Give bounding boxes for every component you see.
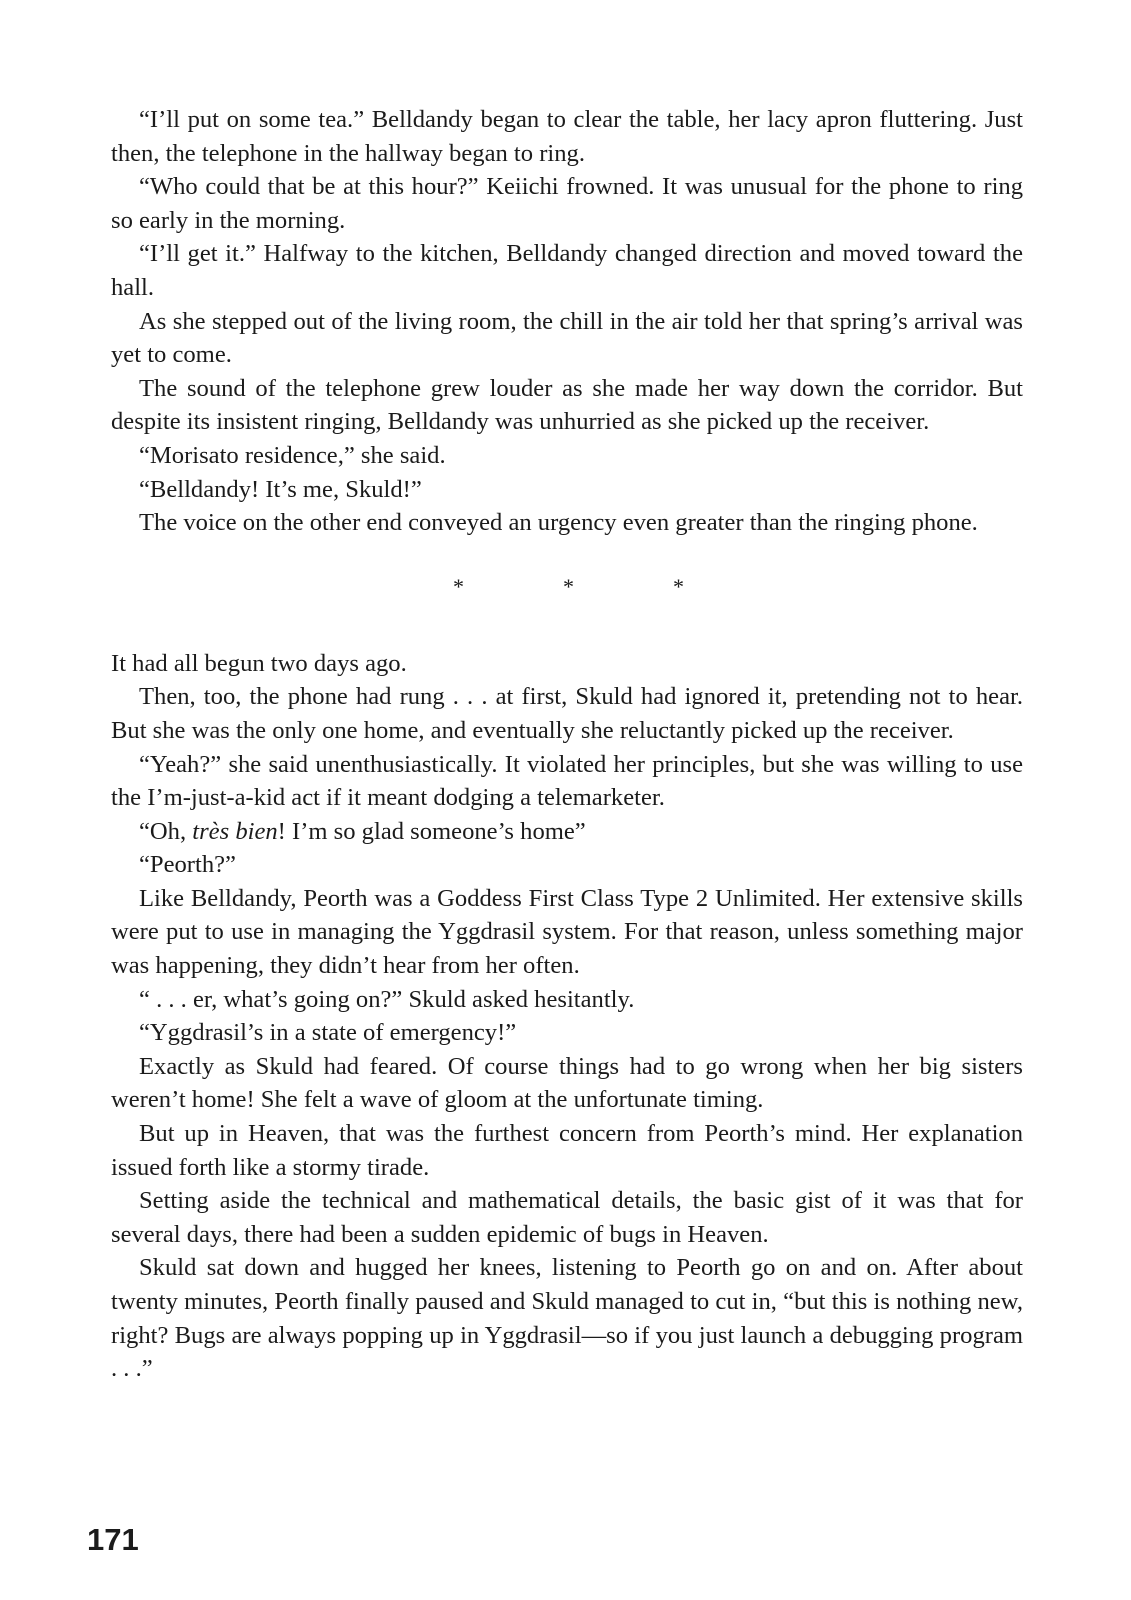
paragraph: “Yeah?” she said unenthusiastically. It violated her principles, but she was willing to use the I’m-just-a-kid act if it meant dodging a telemarketer. — [111, 750, 1023, 812]
paragraph: The voice on the other end conveyed an urgency even greater than the ringing phone. — [139, 509, 978, 537]
paragraph: But up in Heaven, that was the furthest concern from Peorth’s mind. Her explanation issued forth like a stormy tirade. — [111, 1120, 1023, 1181]
paragraph: “ . . . er, what’s going on?” Skuld asked hesitantly. — [139, 985, 635, 1013]
page-body — [111, 103, 1023, 1386]
paragraph: “Who could that be at this hour?” Keiichi frowned. It was unusual for the phone to ring so early in the morning. — [111, 173, 1023, 234]
paragraph: Like Belldandy, Peorth was a Goddess First Class Type 2 Unlimited. Her extensive skills were put to use in managing the Yggdrasil system. For that reason, unless something major was happening, they didn’t hear from her often. — [111, 884, 1023, 980]
paragraph: “Belldandy! It’s me, Skuld!” — [139, 475, 422, 503]
paragraph: As she stepped out of the living room, the chill in the air told her that spring’s arrival was yet to come. — [111, 307, 1023, 369]
text-run: ! I’m so glad someone’s home” — [277, 817, 586, 845]
paragraph: “Peorth?” — [139, 851, 236, 879]
paragraph: The sound of the telephone grew louder as she made her way down the corridor. But despite its insistent ringing, Belldandy was unhurried as she picked up the receiver. — [111, 374, 1023, 436]
paragraph: “Yggdrasil’s in a state of emergency!” — [139, 1019, 517, 1047]
page-number: 171 — [87, 1522, 139, 1557]
scene-break-asterisk: * — [453, 573, 464, 599]
paragraph: Skuld sat down and hugged her knees, listening to Peorth go on and on. After about twenty minutes, Peorth finally paused and Skuld managed to cut in, “but this is nothing new, right? Bugs are always popping up in Yggdrasil—so if you just launch a debugging program . . .” — [111, 1254, 1023, 1383]
scene-break — [111, 540, 1023, 647]
paragraph: Exactly as Skuld had feared. Of course things had to go wrong when her big sisters weren’t home! She felt a wave of gloom at the unfortunate timing. — [111, 1052, 1023, 1114]
text-run: “Oh, — [139, 817, 193, 845]
italic-phrase: très bien — [192, 817, 278, 845]
paragraph — [111, 815, 1023, 849]
paragraph: It had all begun two days ago. — [111, 649, 407, 677]
paragraph: “I’ll put on some tea.” Belldandy began to clear the table, her lacy apron fluttering. Just then, the telephone in the hallway began to ring. — [111, 106, 1023, 167]
paragraph: Setting aside the technical and mathematical details, the basic gist of it was that for several days, there had been a sudden epidemic of bugs in Heaven. — [111, 1187, 1023, 1248]
paragraph: “I’ll get it.” Halfway to the kitchen, Belldandy changed direction and moved toward the hall. — [111, 240, 1023, 301]
paragraph: “Morisato residence,” she said. — [139, 441, 446, 469]
scene-break-asterisk: * — [563, 573, 574, 599]
scene-break-asterisk: * — [673, 573, 684, 599]
paragraph: Then, too, the phone had rung . . . at first, Skuld had ignored it, pretending not to hear. But she was the only one home, and eventually she reluctantly picked up the receiver. — [111, 683, 1023, 744]
